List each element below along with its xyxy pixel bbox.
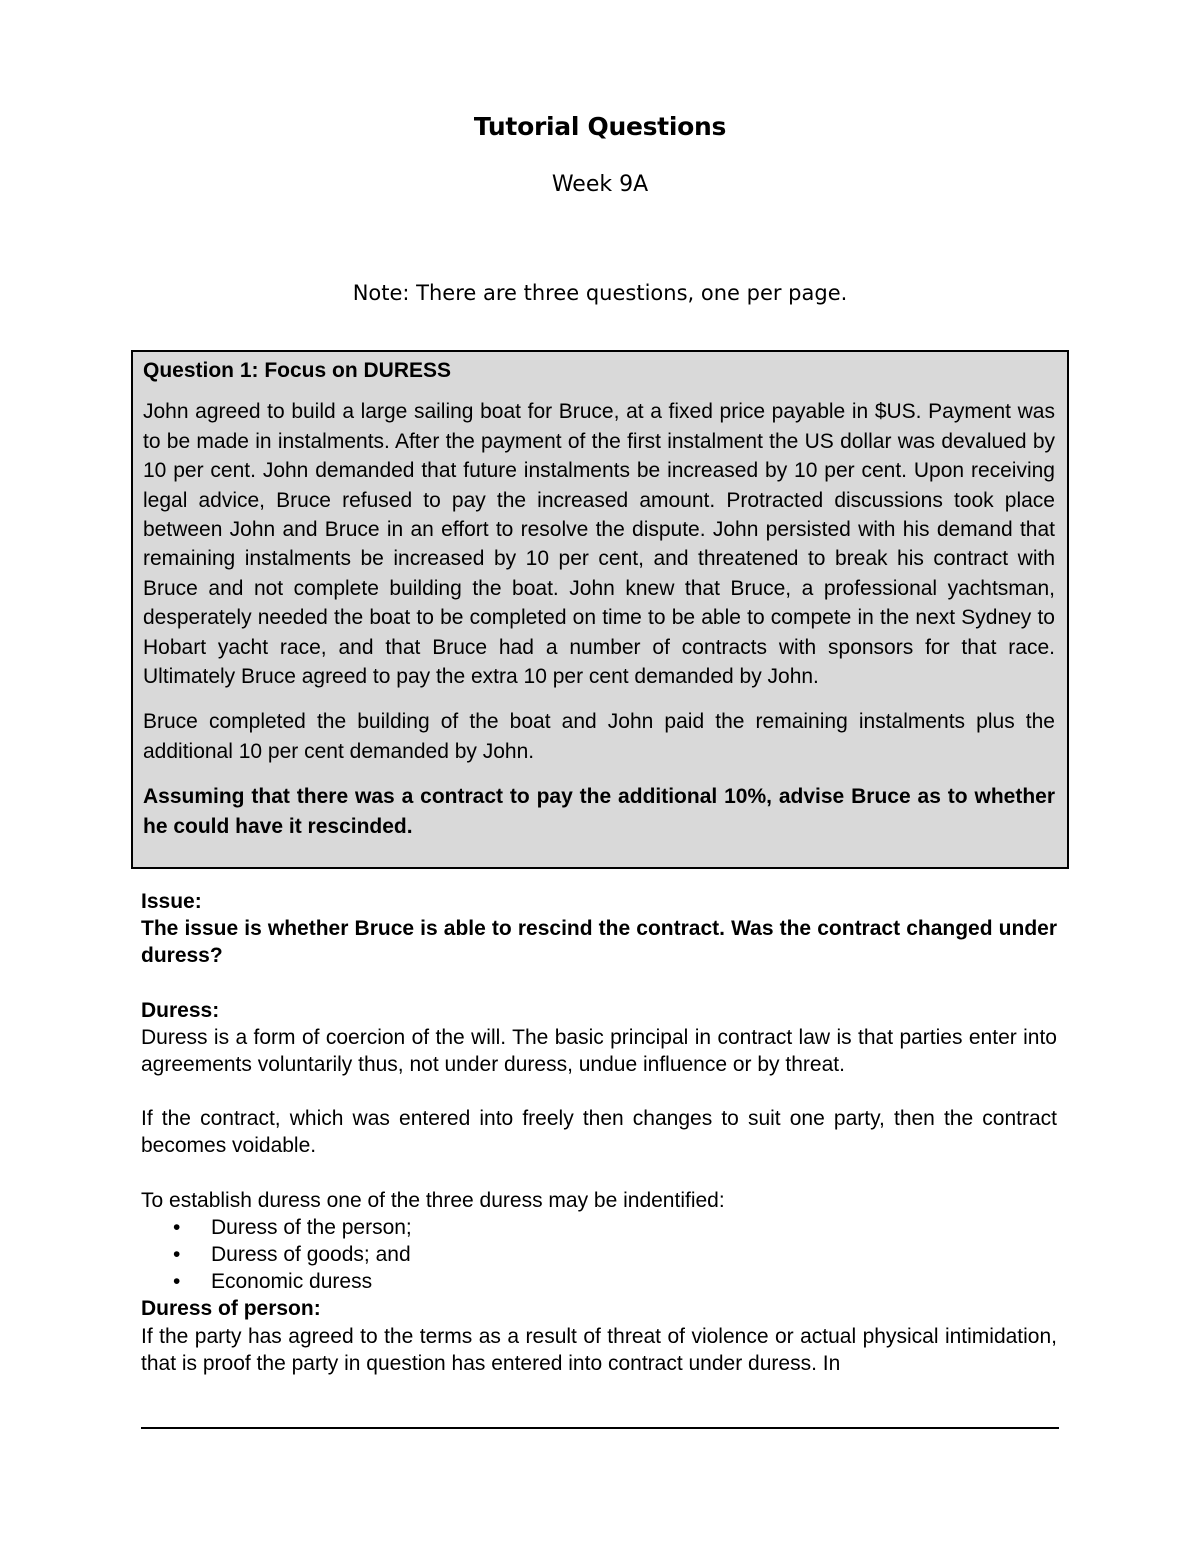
duress-types-list [141,1214,1057,1296]
list-item-text: Economic duress [211,1270,373,1294]
list-item-text: Duress of goods; and [211,1243,411,1267]
list-item-text: Duress of the person; [211,1215,412,1239]
question-task: Assuming that there was a contract to pay the additional 10%, advise Bruce as to whether he could have it rescinded. [143,785,1055,838]
issue-text: The issue is whether Bruce is able to rescind the contract. Was the contract changed under duress? [141,917,1057,968]
question-title: Question 1: Focus on DURESS [143,359,452,382]
footer-divider [141,1427,1059,1429]
duress-text: Duress is a form of coercion of the will. The basic principal in contract law is that parties enter into agreements voluntarily thus, not under duress, undue influence or by threat. [141,1025,1057,1077]
list-item [141,1214,1057,1241]
spacer [141,970,1057,997]
note-line: Note: There are three questions, one per page. [352,281,848,305]
duress-heading: Duress: [141,998,220,1022]
bullet-icon: • [173,1270,181,1294]
answer-section [141,888,1057,1377]
question-box [131,350,1069,869]
question-paragraph-2: Bruce completed the building of the boat and John paid the remaining instalments plus the additional 10 per cent demanded by John. [143,710,1055,763]
question-paragraph-1: John agreed to build a large sailing boat for Bruce, at a fixed price payable in $US. Payment was to be made in instalments. After the payment of the first instalment the US dollar was devalued by 10 per cent. John demanded that future instalments be increased by 10 per cent. Upon receiving legal advice, Bruce refused to pay the increased amount. Protracted discussions took place between John and Bruce in an effort to resolve the dispute. John persisted with his demand that remaining instalments be increased by 10 per cent, and threatened to break his contract with Bruce and not complete building the boat. John knew that Bruce, a professional yachtsman, desperately needed the boat to be completed on time to be able to compete in the next Sydney to Hobart yacht race, and that Bruce had a number of contracts with sponsors for that race. Ultimately Bruce agreed to pay the extra 10 per cent demanded by John. [143,400,1055,689]
person-heading: Duress of person: [141,1297,321,1321]
list-item [141,1241,1057,1268]
person-text: If the party has agreed to the terms as a result of threat of violence or actual physical intimidation, that is proof the party in question has entered into contract under duress. In [141,1324,1057,1375]
spacer [141,1160,1057,1187]
bullet-icon: • [173,1243,181,1267]
issue-heading: Issue: [141,890,202,913]
page-title: Tutorial Questions [473,112,727,141]
week-label: Week 9A [551,172,649,197]
establish-text: To establish duress one of the three duress may be indentified: [141,1188,725,1212]
bullet-icon: • [173,1215,181,1239]
spacer [141,1078,1057,1105]
list-item [141,1268,1057,1295]
voidable-text: If the contract, which was entered into freely then changes to suit one party, then the contract becomes voidable. [141,1107,1057,1158]
